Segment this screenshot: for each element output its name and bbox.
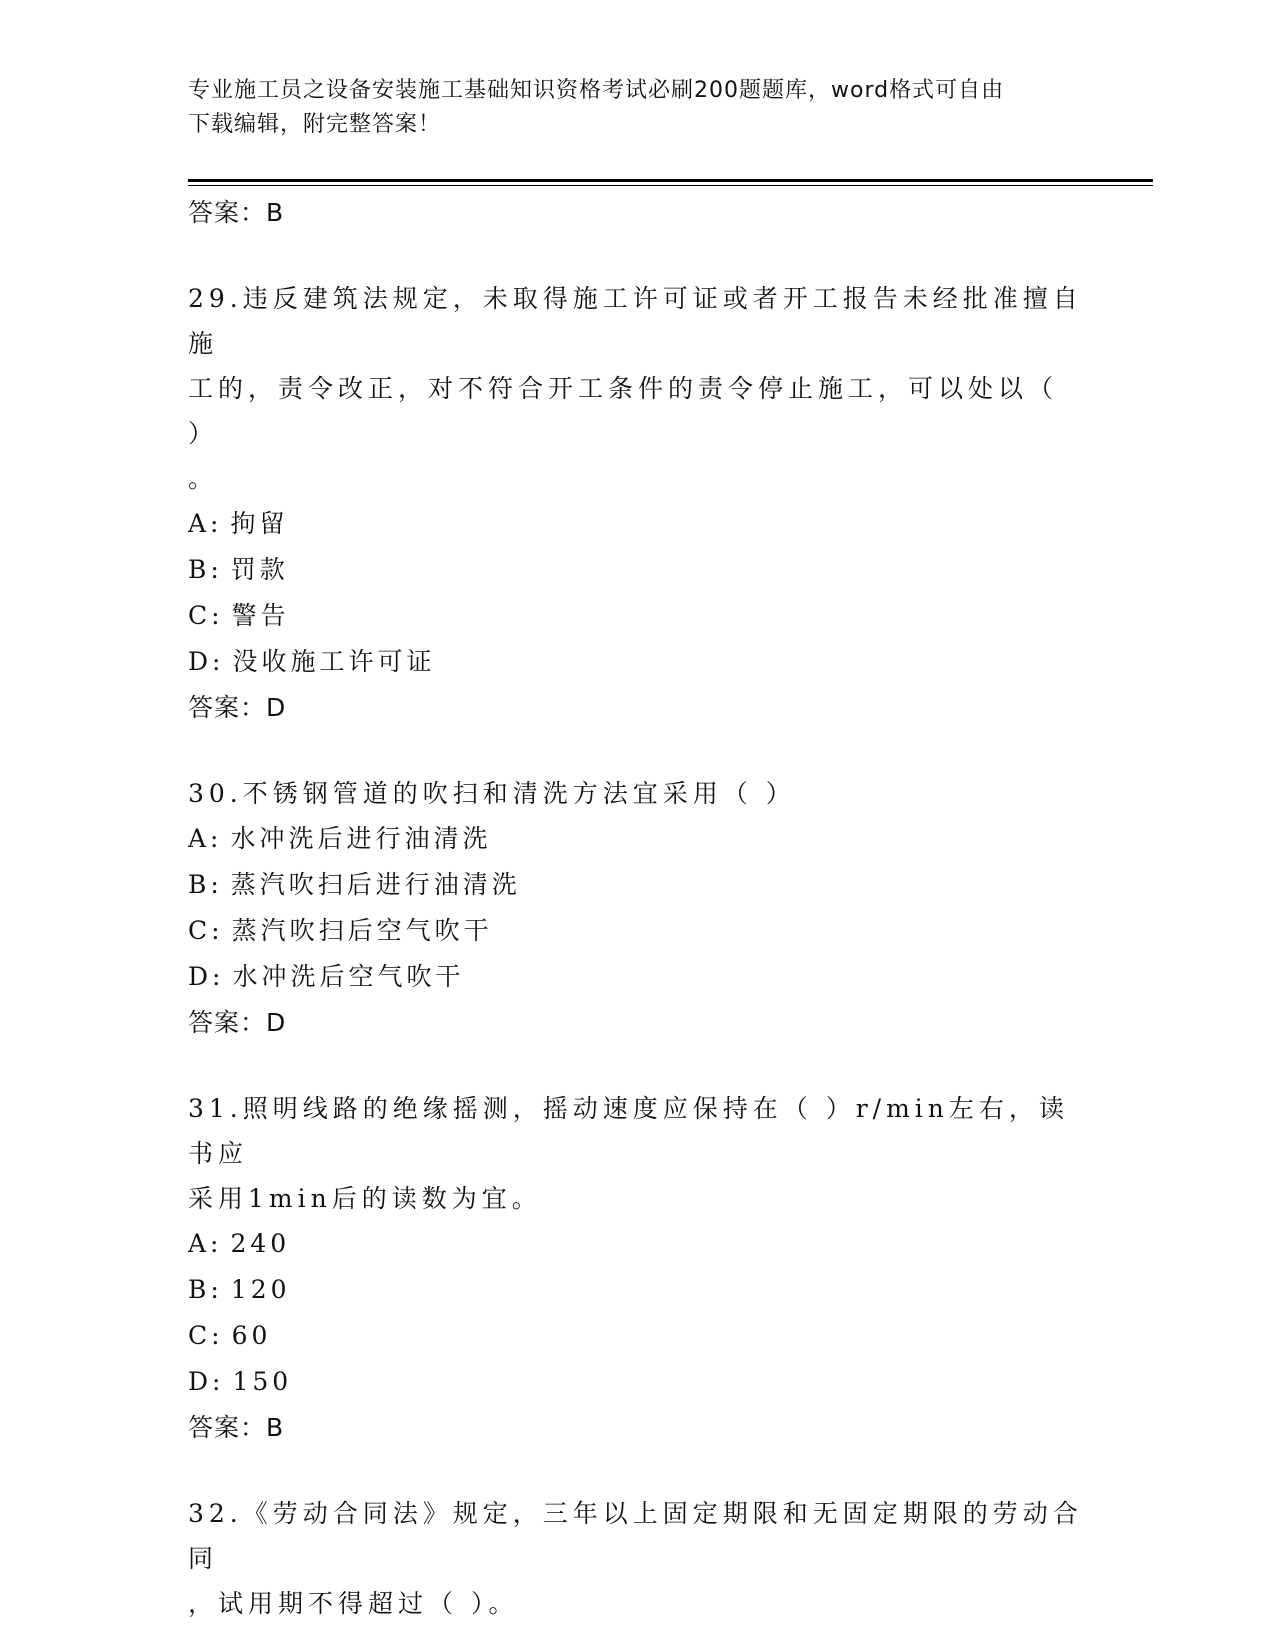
question-31 [188,1086,1088,1451]
option-a [188,501,1088,547]
option-text: 罚款 [230,555,289,584]
answer-line: 答案：D [188,693,287,722]
option-letter: B: [188,555,223,584]
option-c [188,593,1088,639]
question-text-line: ，试用期不得超过（ ）。 [188,1589,519,1618]
question-text [188,276,1088,501]
option-text: 150 [232,1367,293,1396]
option-b [188,862,1088,908]
question-text-line: 30.不锈钢管道的吹扫和清洗方法宜采用（ ） [188,779,796,808]
question-text [188,771,1088,816]
option-letter: D: [188,1367,225,1396]
option-letter: A: [188,509,223,538]
option-c [188,908,1088,954]
option-letter: C: [188,916,224,945]
option-letter: A: [188,824,223,853]
option-letter: D: [188,647,225,676]
document-header [188,74,1088,142]
header-line-2: 下载编辑，附完整答案！ [188,112,442,137]
option-text: 水冲洗后进行油清洗 [230,824,492,853]
option-text: 蒸汽吹扫后进行油清洗 [230,870,521,899]
option-text: 240 [230,1229,291,1258]
option-letter: C: [188,601,224,630]
option-d [188,639,1088,685]
option-letter: B: [188,870,223,899]
answer-line: 答案：D [188,1008,287,1037]
option-text: 拘留 [230,509,289,538]
previous-answer: 答案：B [188,198,285,227]
option-d [188,954,1088,1000]
option-text: 警告 [231,601,290,630]
option-d [188,1359,1088,1405]
question-30 [188,771,1088,1046]
question-text-line: 。 [188,464,219,493]
header-divider-thick [188,179,1153,182]
option-text: 60 [231,1321,272,1350]
option-letter: B: [188,1275,223,1304]
question-29 [188,276,1088,731]
question-text-line: 29.违反建筑法规定，未取得施工许可证或者开工报告未经批准擅自施 [188,284,1083,358]
question-text [188,1086,1088,1221]
option-letter: C: [188,1321,224,1350]
option-text: 没收施工许可证 [232,647,436,676]
option-text: 120 [230,1275,291,1304]
answer-line: 答案：B [188,1413,285,1442]
option-b [188,547,1088,593]
question-text-line: 31.照明线路的绝缘摇测，摇动速度应保持在（ ）r/min左右，读书应 [188,1094,1069,1168]
option-a [188,816,1088,862]
question-text-line: 工的，责令改正，对不符合开工条件的责令停止施工，可以处以（ ） [188,374,1059,448]
option-text: 水冲洗后空气吹干 [232,962,465,991]
option-c [188,1313,1088,1359]
option-text: 蒸汽吹扫后空气吹干 [231,916,493,945]
option-letter: D: [188,962,225,991]
question-text-line: 32.《劳动合同法》规定，三年以上固定期限和无固定期限的劳动合同 [188,1499,1083,1573]
header-line-1: 专业施工员之设备安装施工基础知识资格考试必刷200题题库，word格式可自由 [188,78,1005,103]
question-32 [188,1491,1088,1626]
option-letter: A: [188,1229,223,1258]
question-text [188,1491,1088,1626]
option-b [188,1267,1088,1313]
question-text-line: 采用1min后的读数为宜。 [188,1184,542,1213]
question-list [188,190,1088,1626]
header-divider-thin [188,185,1153,186]
option-a [188,1221,1088,1267]
